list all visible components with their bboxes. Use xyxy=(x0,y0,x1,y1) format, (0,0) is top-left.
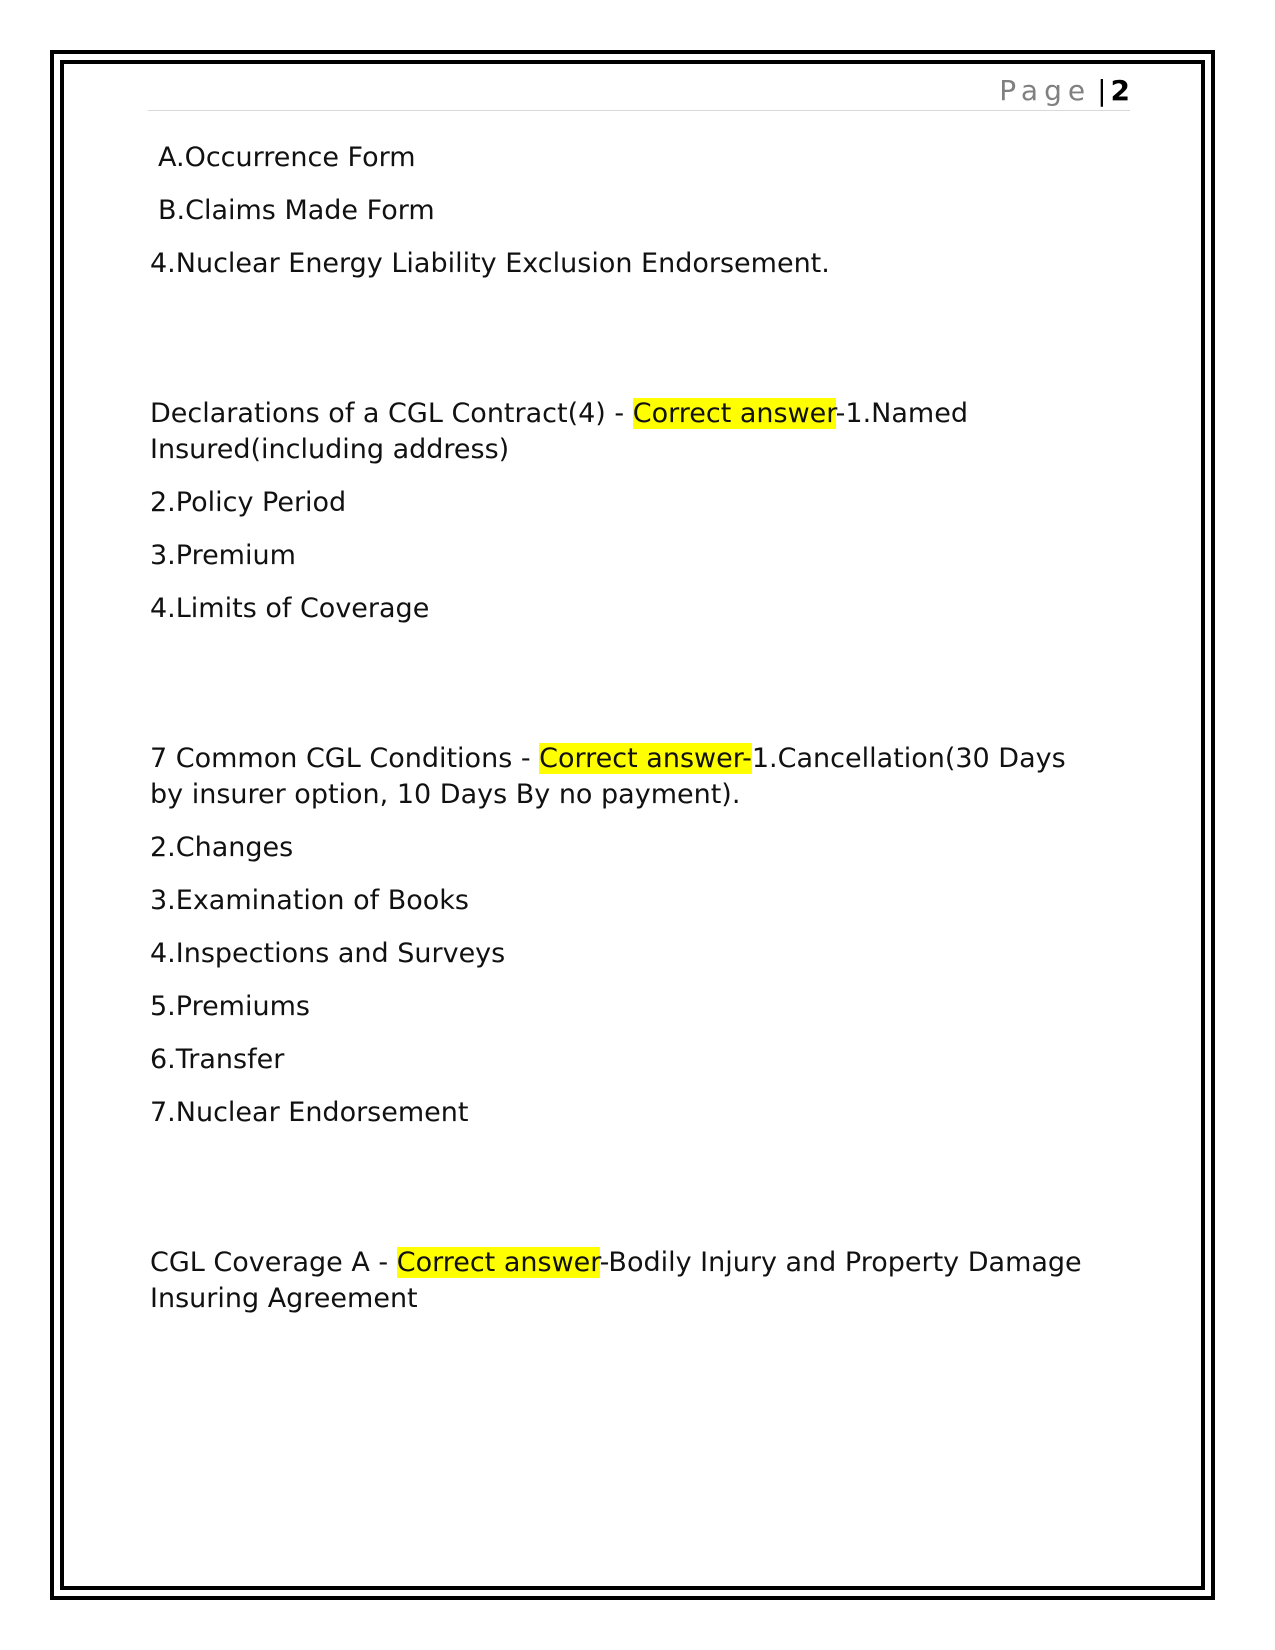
page-separator: | xyxy=(1097,74,1107,107)
list-item: 5.Premiums xyxy=(150,991,310,1022)
list-item: 3.Examination of Books xyxy=(150,885,469,916)
question-declarations xyxy=(150,396,1100,468)
question-coverage-a xyxy=(150,1245,1100,1317)
question-prompt: 7 Common CGL Conditions - xyxy=(150,743,540,774)
list-item: 2.Policy Period xyxy=(150,487,347,518)
list-item: 4.Limits of Coverage xyxy=(150,593,430,624)
page-number: 2 xyxy=(1110,74,1130,107)
answer-text: -1.Named Insured(including address) xyxy=(150,398,968,465)
question-prompt: Declarations of a CGL Contract(4) - xyxy=(150,398,633,429)
list-item: A.Occurrence Form xyxy=(158,142,416,173)
correct-answer-highlight: Correct answer xyxy=(396,1247,600,1278)
page-header xyxy=(148,72,1130,111)
correct-answer-highlight: Correct answer xyxy=(632,398,836,429)
list-item: 6.Transfer xyxy=(150,1044,285,1075)
spacer xyxy=(150,644,1100,741)
list-item: 4.Inspections and Surveys xyxy=(150,938,506,969)
question-prompt: CGL Coverage A - xyxy=(150,1247,397,1278)
answer-text: -Bodily Injury and Property Damage Insuring Agreement xyxy=(150,1247,1082,1314)
question-conditions xyxy=(150,741,1100,813)
list-item: 3.Premium xyxy=(150,540,296,571)
answer-text: 1.Cancellation(30 Days by insurer option, 10 Days By no payment). xyxy=(150,743,1066,810)
spacer xyxy=(150,299,1100,396)
list-item: 7.Nuclear Endorsement xyxy=(150,1097,469,1128)
spacer xyxy=(150,1148,1100,1245)
list-item: B.Claims Made Form xyxy=(158,195,435,226)
correct-answer-highlight: Correct answer- xyxy=(539,743,752,774)
page-label: Page xyxy=(999,74,1092,107)
list-item: 2.Changes xyxy=(150,832,294,863)
list-item: 4.Nuclear Energy Liability Exclusion Endorsement. xyxy=(150,248,830,279)
document-body xyxy=(150,140,1100,1334)
